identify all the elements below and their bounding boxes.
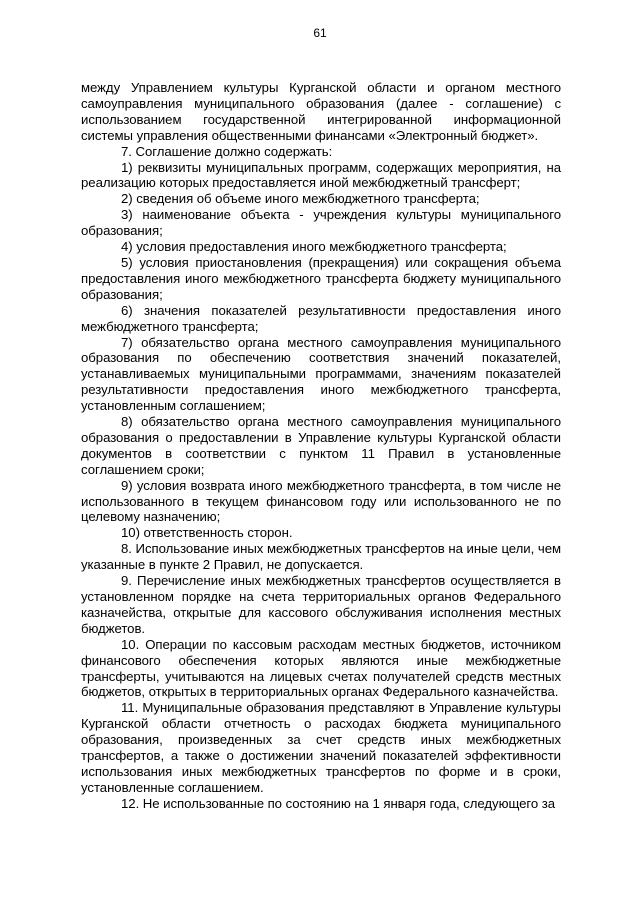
paragraph-item-8: 8. Использование иных межбюджетных трансфертов на иные цели, чем указанные в пункте 2 Правил, не допускается.	[81, 541, 561, 573]
paragraph-item-9: 9. Перечисление иных межбюджетных трансфертов осуществляется в установленном порядке на счета территориальных органов Федерального казначейства, открытые для кассового обслуживания исполнения местных бюджетов.	[81, 573, 561, 636]
body-text	[81, 80, 561, 812]
paragraph-item-10: 10. Операции по кассовым расходам местных бюджетов, источником финансового обеспечения которых являются иные межбюджетные трансферты, учитываются на лицевых счетах получателей средств местных бюджетов, открытых в территориальных органах Федерального казначейства.	[81, 636, 561, 700]
paragraph-subitem-8: 8) обязательство органа местного самоуправления муниципального образования о предоставлении в Управление культуры Курганской области документов в соответствии с пунктом 11 Правил в установленные соглашением сроки;	[81, 414, 561, 477]
paragraph-subitem-5: 5) условия приостановления (прекращения) или сокращения объема предоставления иного межбюджетного трансферта бюджету муниципального образования;	[81, 254, 561, 302]
paragraph-subitem-3: 3) наименование объекта - учреждения культуры муниципального образования;	[81, 207, 561, 239]
page-number: 61	[313, 26, 327, 40]
paragraph-subitem-10: 10) ответственность сторон.	[121, 525, 293, 541]
paragraph-subitem-9: 9) условия возврата иного межбюджетного трансферта, в том числе не использованного в текущем финансовом году или использованного не по целевому назначению;	[81, 477, 561, 525]
paragraph-subitem-2: 2) сведения об объеме иного межбюджетного трансферта;	[121, 191, 480, 207]
paragraph-item-7: 7. Соглашение должно содержать:	[121, 143, 333, 159]
paragraph-subitem-6: 6) значения показателей результативности предоставления иного межбюджетного трансферта;	[81, 302, 561, 334]
paragraph-continuation: между Управлением культуры Курганской области и органом местного самоуправления муниципального образования (далее - соглашение) с использованием государственной интегрированной информационной системы управления общественными финансами «Электронный бюджет».	[81, 80, 561, 143]
paragraph-item-11: 11. Муниципальные образования представляют в Управление культуры Курганской области отчетность о расходах бюджета муниципального образования, произведенных за счет средств иных межбюджетных трансфертов, а также о достижении значений показателей эффективности использования иных межбюджетных трансфертов по форме и в сроки, установленные соглашением.	[81, 700, 561, 795]
paragraph-subitem-4: 4) условия предоставления иного межбюджетного трансферта;	[121, 239, 507, 255]
paragraph-subitem-1: 1) реквизиты муниципальных программ, содержащих мероприятия, на реализацию которых предоставляется иной межбюджетный трансферт;	[81, 159, 561, 191]
paragraph-subitem-7: 7) обязательство органа местного самоуправления муниципального образования по обеспечению соответствия значений показателей, устанавливаемых муниципальными программами, значениям показателей результативности предоставления иного межбюджетного трансферта, установленным соглашением;	[81, 334, 561, 414]
paragraph-item-12: 12. Не использованные по состоянию на 1 января года, следующего за	[121, 795, 556, 811]
